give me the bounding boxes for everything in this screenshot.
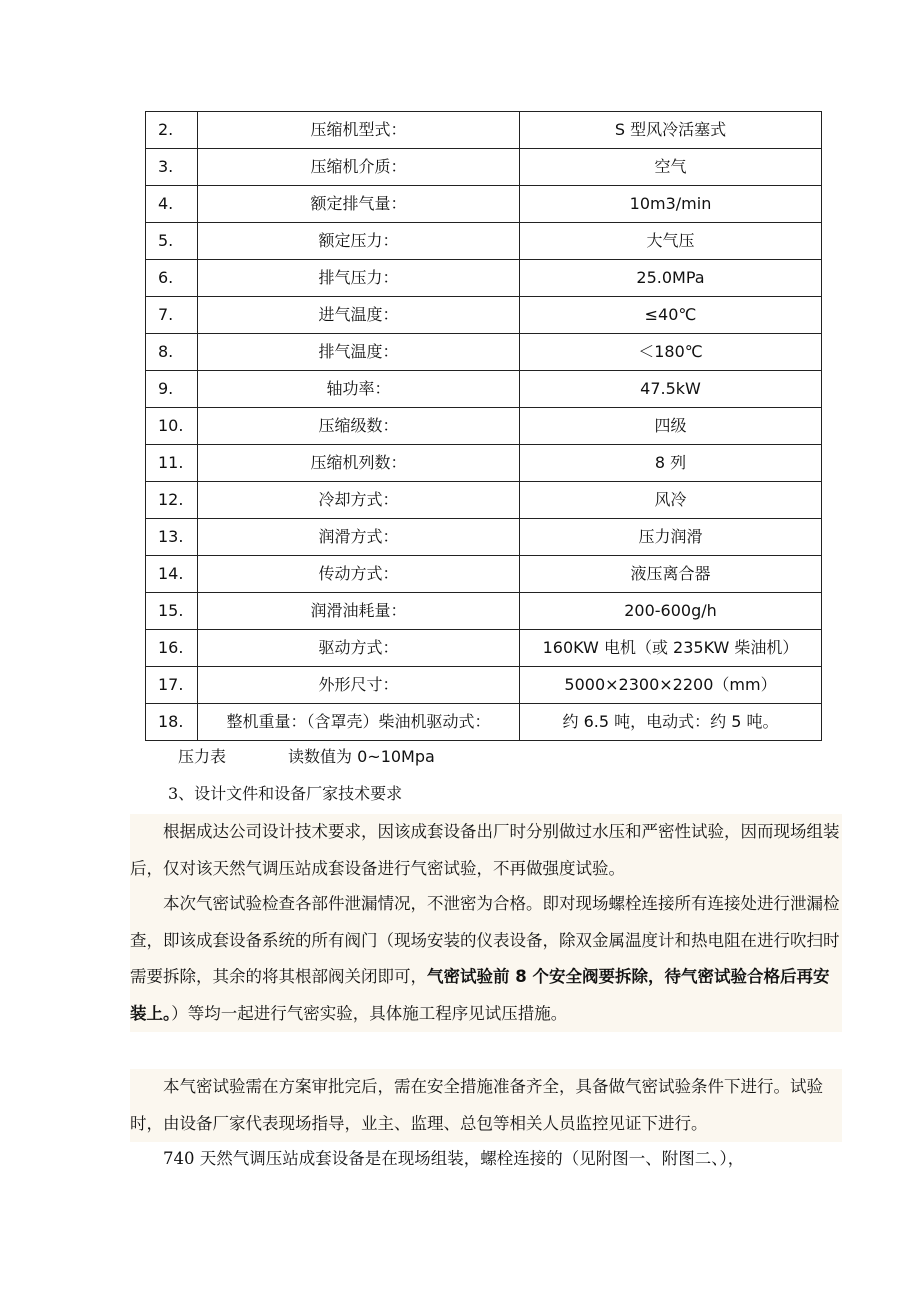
pressure-gauge-label: 压力表 (178, 747, 227, 766)
pressure-gauge-value: 读数值为 0~10Mpa (288, 747, 435, 766)
parameter-value: 200-600g/h (520, 593, 822, 630)
parameter-name: 排气温度： (198, 334, 520, 371)
row-number: 16. (146, 630, 198, 667)
spec-table (145, 111, 822, 741)
parameter-name: 润滑方式： (198, 519, 520, 556)
parameter-value: 约 6.5 吨，电动式：约 5 吨。 (520, 704, 822, 741)
parameter-name: 冷却方式： (198, 482, 520, 519)
table-row (146, 371, 822, 408)
parameter-name: 轴功率： (198, 371, 520, 408)
parameter-name: 压缩机型式： (198, 112, 520, 149)
table-row (146, 223, 822, 260)
table-row (146, 297, 822, 334)
paragraph-leak-inspection-text-1: 本次气密试验检查各部件泄漏情况，不泄密为合格。即对现场螺栓连接所有连接处进行泄漏检查，即该成套设备系统的所有阀门（现场安装的仪表设备，除双金属温度计和热电阻在进行吹扫时需要拆除，其余的将其根部阀关闭即可， (130, 894, 840, 987)
paragraph-leak-inspection (130, 886, 842, 1032)
parameter-name: 驱动方式： (198, 630, 520, 667)
parameter-name: 额定压力： (198, 223, 520, 260)
table-row (146, 149, 822, 186)
row-number: 2. (146, 112, 198, 149)
parameter-name: 压缩机介质： (198, 149, 520, 186)
parameter-value: 空气 (520, 149, 822, 186)
parameter-value: 5000×2300×2200（mm） (520, 667, 822, 704)
parameter-value: 47.5kW (520, 371, 822, 408)
row-number: 8. (146, 334, 198, 371)
table-row (146, 186, 822, 223)
table-row (146, 482, 822, 519)
paragraph-site-assembly: 740 天然气调压站成套设备是在现场组装，螺栓连接的（见附图一、附图二、）， (163, 1149, 745, 1168)
table-row (146, 593, 822, 630)
paragraph-leak-inspection-text-2: ）等均一起进行气密实验，具体施工程序见试压措施。 (171, 1003, 568, 1023)
section-heading: 3、设计文件和设备厂家技术要求 (168, 784, 403, 803)
parameter-value: ＜180℃ (520, 334, 822, 371)
row-number: 7. (146, 297, 198, 334)
parameter-value: 10m3/min (520, 186, 822, 223)
row-number: 3. (146, 149, 198, 186)
parameter-name: 进气温度： (198, 297, 520, 334)
row-number: 14. (146, 556, 198, 593)
parameter-value: 8 列 (520, 445, 822, 482)
parameter-name: 外形尺寸： (198, 667, 520, 704)
parameter-value: 压力润滑 (520, 519, 822, 556)
row-number: 10. (146, 408, 198, 445)
parameter-name: 压缩机列数： (198, 445, 520, 482)
safety-valve-note: 气密试验前 8 个安全阀要拆除，待气密试验合格后再安装上。 (130, 967, 830, 1023)
parameter-value: S 型风冷活塞式 (520, 112, 822, 149)
parameter-value: 大气压 (520, 223, 822, 260)
parameter-name: 润滑油耗量： (198, 593, 520, 630)
table-row (146, 556, 822, 593)
row-number: 4. (146, 186, 198, 223)
table-row (146, 519, 822, 556)
row-number: 12. (146, 482, 198, 519)
parameter-name: 压缩级数： (198, 408, 520, 445)
row-number: 11. (146, 445, 198, 482)
pressure-gauge-line (178, 747, 435, 767)
parameter-name: 整机重量：（含罩壳）柴油机驱动式： (198, 704, 520, 741)
paragraph-design-requirements: 根据成达公司设计技术要求，因该成套设备出厂时分别做过水压和严密性试验，因而现场组装后，仅对该天然气调压站成套设备进行气密试验，不再做强度试验。 (130, 814, 842, 887)
row-number: 6. (146, 260, 198, 297)
parameter-value: ≤40℃ (520, 297, 822, 334)
parameter-value: 160KW 电机（或 235KW 柴油机） (520, 630, 822, 667)
spec-table-body (146, 112, 822, 741)
parameter-value: 四级 (520, 408, 822, 445)
paragraph-test-conditions: 本气密试验需在方案审批完后，需在安全措施准备齐全，具备做气密试验条件下进行。试验时，由设备厂家代表现场指导，业主、监理、总包等相关人员监控见证下进行。 (130, 1069, 842, 1142)
table-row (146, 334, 822, 371)
parameter-value: 25.0MPa (520, 260, 822, 297)
parameter-name: 额定排气量： (198, 186, 520, 223)
table-row (146, 630, 822, 667)
row-number: 17. (146, 667, 198, 704)
table-row (146, 667, 822, 704)
parameter-value: 液压离合器 (520, 556, 822, 593)
parameter-value: 风冷 (520, 482, 822, 519)
row-number: 15. (146, 593, 198, 630)
table-row (146, 408, 822, 445)
table-row (146, 112, 822, 149)
row-number: 18. (146, 704, 198, 741)
parameter-name: 排气压力： (198, 260, 520, 297)
table-row (146, 445, 822, 482)
table-row (146, 260, 822, 297)
table-row (146, 704, 822, 741)
row-number: 5. (146, 223, 198, 260)
row-number: 13. (146, 519, 198, 556)
row-number: 9. (146, 371, 198, 408)
parameter-name: 传动方式： (198, 556, 520, 593)
